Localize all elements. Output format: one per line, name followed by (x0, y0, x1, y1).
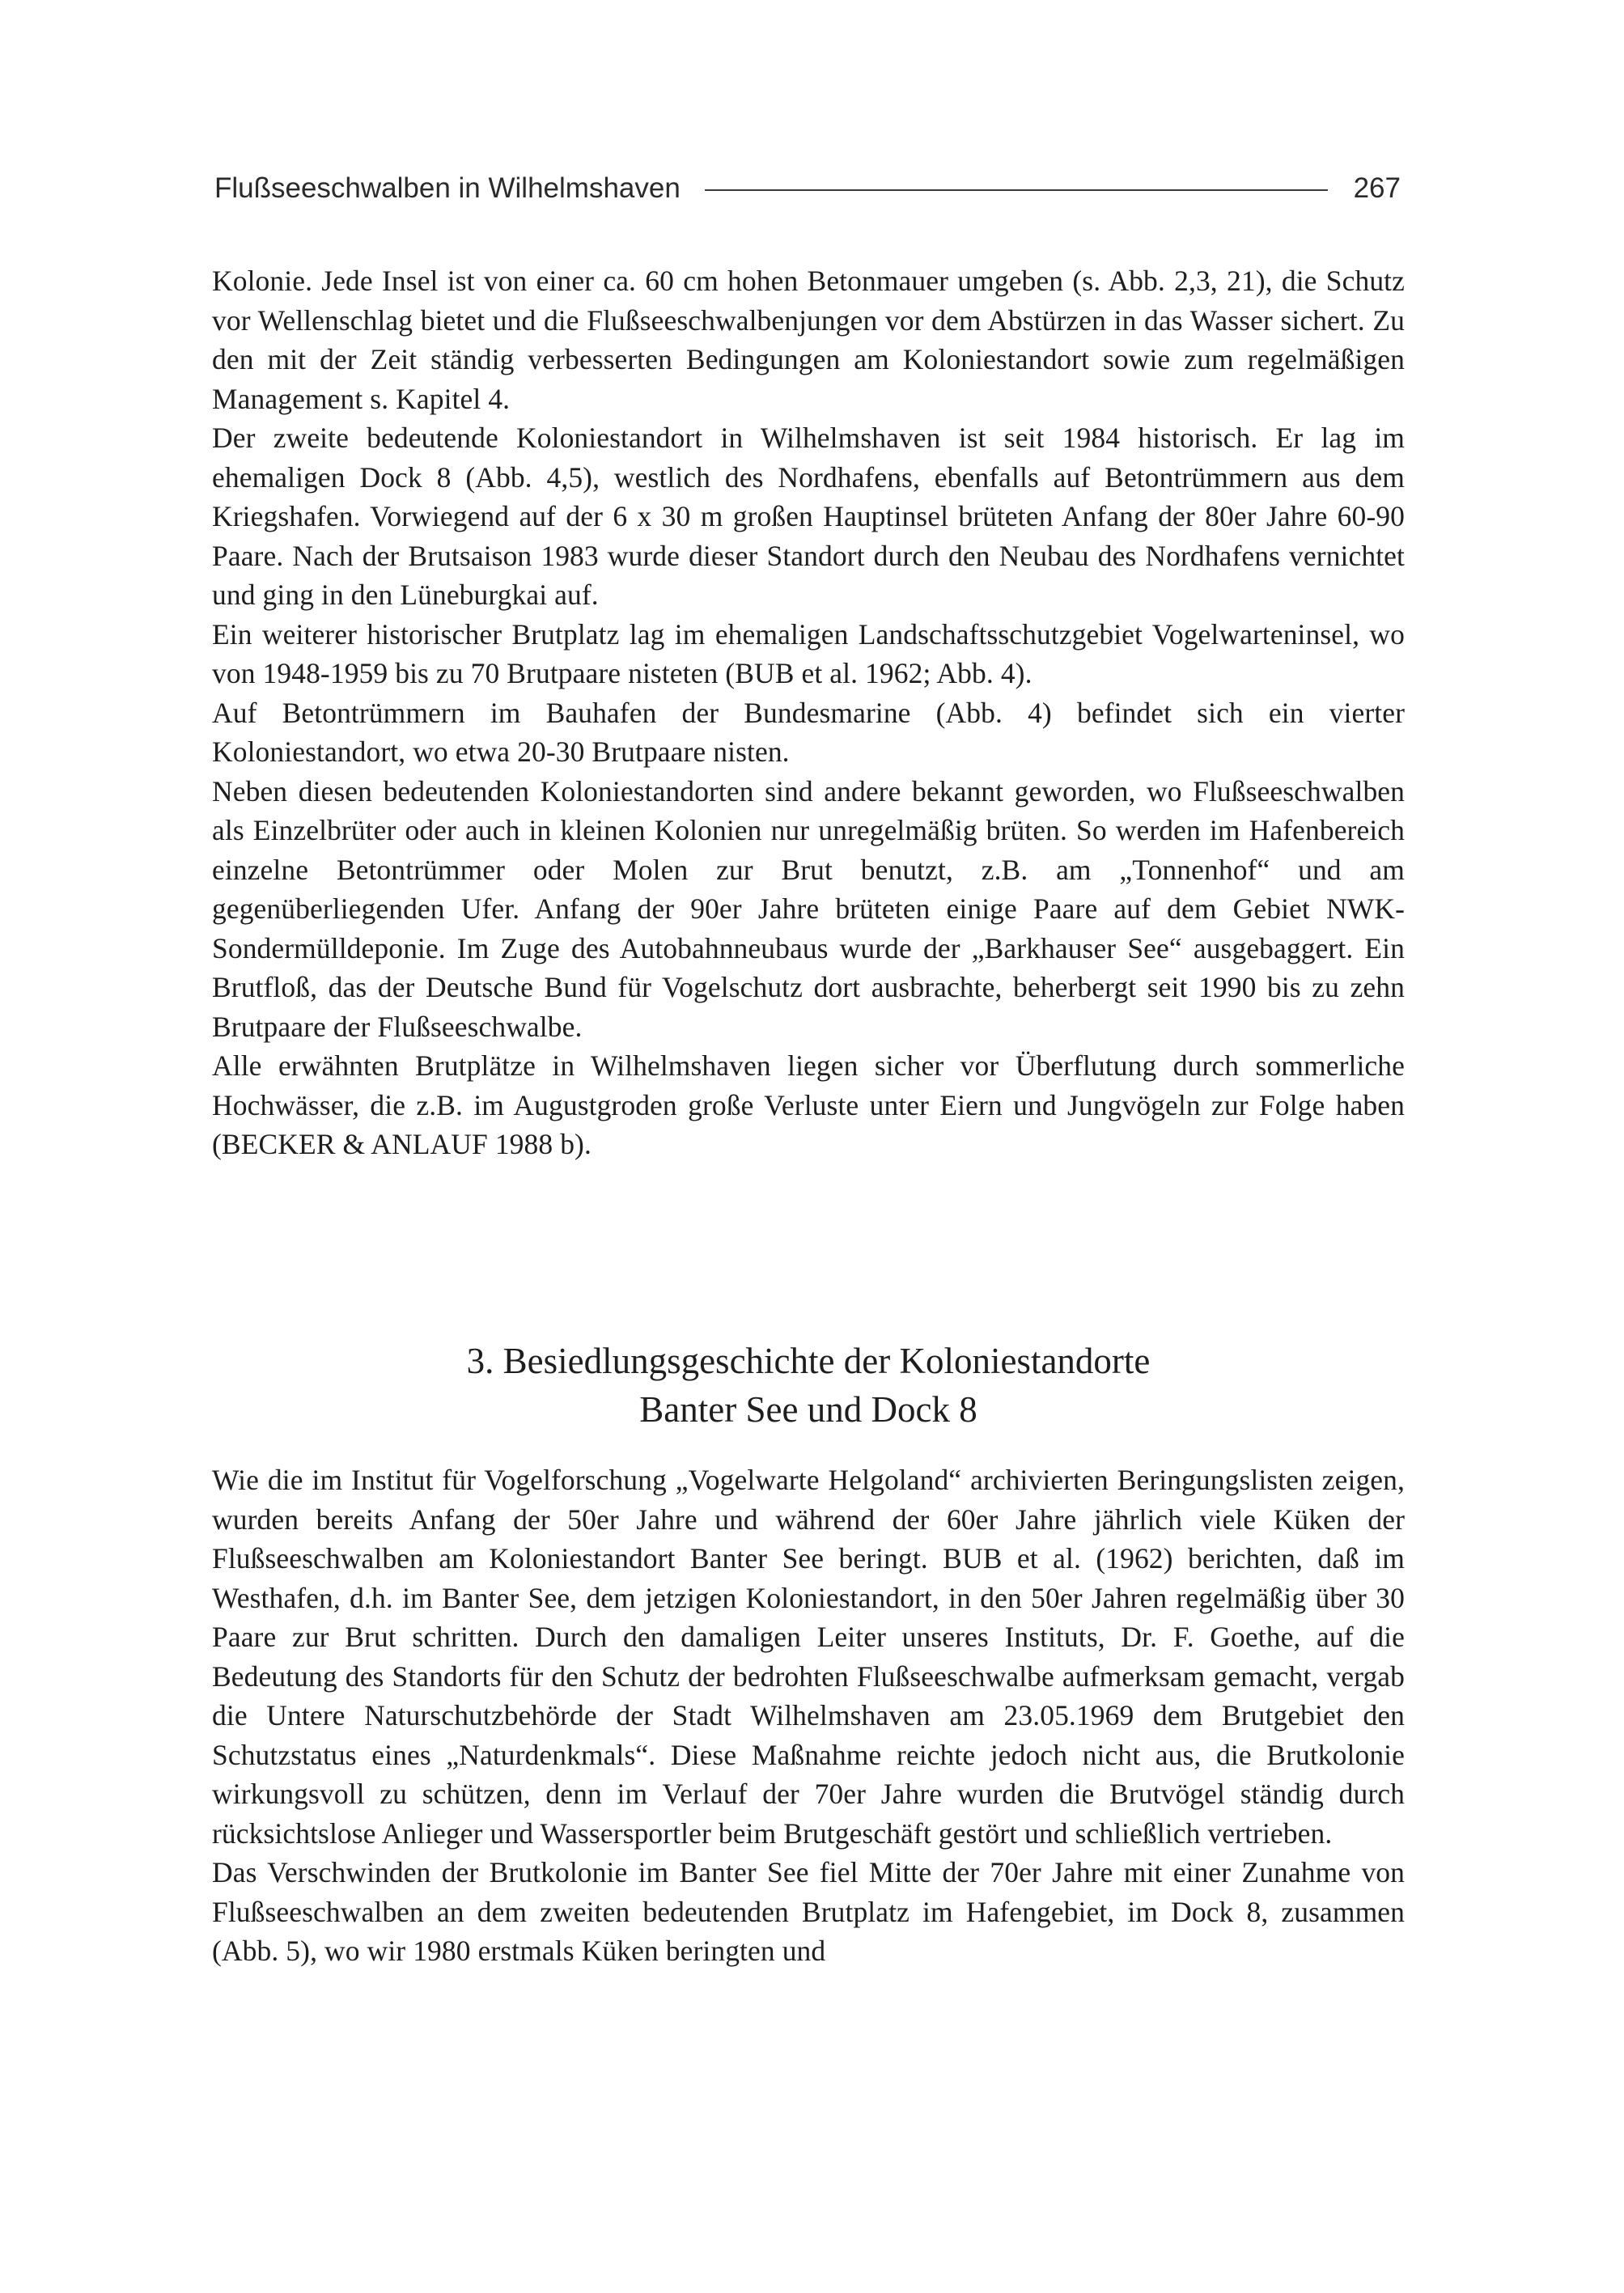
paragraph: Der zweite bedeutende Koloniestandort in Wilhelmshaven ist seit 1984 historisch. Er lag im ehemaligen Dock 8 (Abb. 4,5), westlich des Nordhafens, ebenfalls auf Betontrümmern aus dem Kriegshafen. Vorwiegend auf der 6 x 30 m großen Hauptinsel brüteten Anfang der 80er Jahre 60-90 Paare. Nach der Brutsaison 1983 wurde dieser Standort durch den Neubau des Nordhafens vernichtet und ging in den Lüneburgkai auf. (212, 422, 1405, 611)
running-head-title: Flußseeschwalben in Wilhelmshaven (214, 172, 681, 204)
section-heading-line-1: 3. Besiedlungsgeschichte der Koloniestandorte (466, 1341, 1151, 1381)
paragraph: Auf Betontrümmern im Bauhafen der Bundesmarine (Abb. 4) befindet sich ein vierter Koloniestandort, wo etwa 20-30 Brutpaare nisten. (212, 696, 1405, 768)
body-text-top (212, 261, 1405, 1164)
paragraph: Das Verschwinden der Brutkolonie im Banter See fiel Mitte der 70er Jahre mit einer Zunahme von Flußseeschwalben an dem zweiten bedeutenden Brutplatz im Hafengebiet, im Dock 8, zusammen (Abb. 5), wo wir 1980 erstmals Küken beringten und (212, 1856, 1405, 1967)
paragraph: Wie die im Institut für Vogelforschung „Vogelwarte Helgoland“ archivierten Beringungslisten zeigen, wurden bereits Anfang der 50er Jahre und während der 60er Jahre jährlich viele Küken der Flußseeschwalben am Koloniestandort Banter See beringt. BUB et al. (1962) berichten, daß im Westhafen, d.h. im Banter See, dem jetzigen Koloniestandort, in den 50er Jahren regelmäßig über 30 Paare zur Brut schritten. Durch den damaligen Leiter unseres Instituts, Dr. F. Goethe, auf die Bedeutung des Standorts für den Schutz der bedrohten Flußseeschwalbe aufmerksam gemacht, vergab die Untere Naturschutzbehörde der Stadt Wilhelmshaven am 23.05.1969 dem Brutgebiet den Schutzstatus eines „Naturdenkmals“. Diese Maßnahme reichte jedoch nicht aus, die Brutkolonie wirkungsvoll zu schützen, denn im Verlauf der 70er Jahre wurden die Brutvögel ständig durch rücksichtslose Anlieger und Wassersportler beim Brutgeschäft gestört und schließlich vertrieben. (212, 1464, 1405, 1850)
running-head-rule (705, 189, 1328, 191)
page-number: 267 (1353, 172, 1401, 204)
section-heading-line-2: Banter See und Dock 8 (639, 1389, 977, 1430)
body-text-bottom (212, 1460, 1405, 1971)
paragraph: Alle erwähnten Brutplätze in Wilhelmshaven liegen sicher vor Überflutung durch sommerliche Hochwässer, die z.B. im Augustgroden große Verluste unter Eiern und Jungvögeln zur Folge haben (BECKER & ANLAUF 1988 b). (212, 1049, 1405, 1160)
paragraph: Ein weiterer historischer Brutplatz lag im ehemaligen Landschaftsschutzgebiet Vogelwarteninsel, wo von 1948-1959 bis zu 70 Brutpaare nisteten (BUB et al. 1962; Abb. 4). (212, 617, 1405, 689)
section-heading (212, 1337, 1405, 1434)
running-head (214, 166, 1401, 211)
paragraph: Kolonie. Jede Insel ist von einer ca. 60 cm hohen Betonmauer umgeben (s. Abb. 2,3, 21), die Schutz vor Wellenschlag bietet und die Flußseeschwalbenjungen vor dem Abstürzen in das Wasser sichert. Zu den mit der Zeit ständig verbesserten Bedingungen am Koloniestandort sowie zum regelmäßigen Management s. Kapitel 4. (212, 265, 1405, 415)
paragraph: Neben diesen bedeutenden Koloniestandorten sind andere bekannt geworden, wo Flußseeschwalben als Einzelbrüter oder auch in kleinen Kolonien nur unregelmäßig brüten. So werden im Hafenbereich einzelne Betontrümmer oder Molen zur Brut benutzt, z.B. am „Tonnenhof“ und am gegenüberliegenden Ufer. Anfang der 90er Jahre brüteten einige Paare auf dem Gebiet NWK-Sondermülldeponie. Im Zuge des Autobahnneubaus wurde der „Barkhauser See“ ausgebaggert. Ein Brutfloß, das der Deutsche Bund für Vogelschutz dort ausbrachte, beherbergt seit 1990 bis zu zehn Brutpaare der Flußseeschwalbe. (212, 774, 1405, 1043)
